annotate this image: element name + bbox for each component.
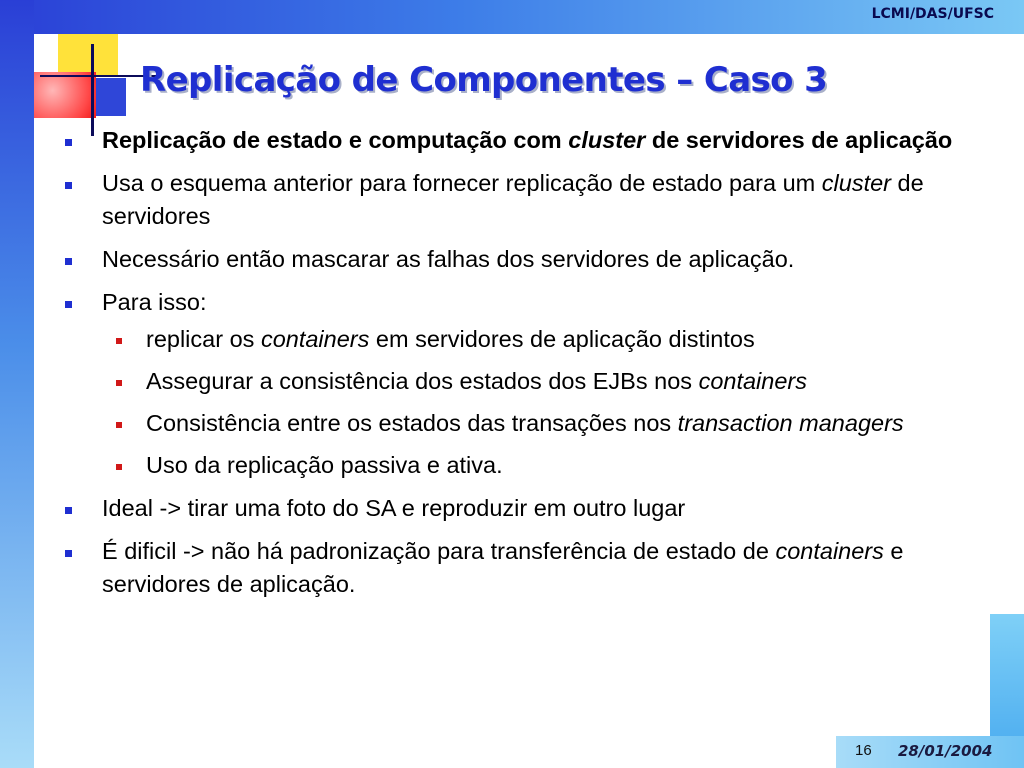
bullet-text: Necessário então mascarar as falhas dos servidores de aplicação. xyxy=(102,246,795,272)
bullet-text: Ideal -> tirar uma foto do SA e reproduzir em outro lugar xyxy=(102,495,686,521)
sub-bullet-list xyxy=(102,323,1002,482)
square-bullet-icon xyxy=(116,338,122,344)
header-org-label: LCMI/DAS/UFSC xyxy=(871,6,994,22)
top-gradient-band xyxy=(0,0,1024,34)
page-number: 16 xyxy=(855,742,872,759)
sub-list-item xyxy=(102,449,1002,482)
bullet-text: em servidores de aplicação distintos xyxy=(369,326,755,352)
square-bullet-icon xyxy=(65,139,72,146)
decor-vertical-line xyxy=(91,44,94,136)
list-item xyxy=(62,167,1002,233)
list-item xyxy=(62,286,1002,482)
bullet-text: de servidores de aplicação xyxy=(645,127,953,153)
sub-list-item xyxy=(102,407,1002,440)
bullet-text: Uso da replicação passiva e ativa. xyxy=(146,452,503,478)
bullet-text-italic: transaction managers xyxy=(677,410,904,436)
square-bullet-icon xyxy=(65,301,72,308)
bullet-text: É dificil -> não há padronização para transferência de estado de xyxy=(102,538,776,564)
bullet-text-italic: containers xyxy=(260,326,370,352)
list-item xyxy=(62,124,1002,157)
slide-title: Replicação de Componentes – Caso 3 xyxy=(140,60,828,100)
bullet-text-italic: containers xyxy=(698,368,807,394)
sub-list-item xyxy=(102,365,1002,398)
square-bullet-icon xyxy=(65,507,72,514)
list-item xyxy=(62,492,1002,525)
square-bullet-icon xyxy=(116,380,122,386)
list-item xyxy=(62,535,1002,601)
square-bullet-icon xyxy=(65,258,72,265)
footer-date: 28/01/2004 xyxy=(898,742,993,760)
bullet-text: replicar os xyxy=(146,326,261,352)
bullet-text: Replicação de estado e computação com xyxy=(102,127,569,153)
bullet-text: de servidores xyxy=(102,170,924,229)
bullet-text-italic: cluster xyxy=(568,127,646,153)
bullet-text: e servidores de aplicação. xyxy=(102,538,904,597)
square-bullet-icon xyxy=(116,422,122,428)
square-bullet-icon xyxy=(65,182,72,189)
square-bullet-icon xyxy=(65,550,72,557)
decor-red-square xyxy=(34,72,96,118)
bullet-text-italic: containers xyxy=(775,538,884,564)
left-gradient-band xyxy=(0,0,34,768)
decor-blue-square xyxy=(96,78,126,116)
bullet-text: Assegurar a consistência dos estados dos EJBs nos xyxy=(146,368,699,394)
square-bullet-icon xyxy=(116,464,122,470)
bullet-text-italic: cluster xyxy=(821,170,891,196)
list-item xyxy=(62,243,1002,276)
bullet-list xyxy=(62,124,1002,611)
sub-list-item xyxy=(102,323,1002,356)
bullet-text: Para isso: xyxy=(102,289,207,315)
bullet-text: Consistência entre os estados das transações nos xyxy=(146,410,678,436)
decor-yellow-square xyxy=(58,34,118,76)
bullet-text: Usa o esquema anterior para fornecer replicação de estado para um xyxy=(102,170,822,196)
